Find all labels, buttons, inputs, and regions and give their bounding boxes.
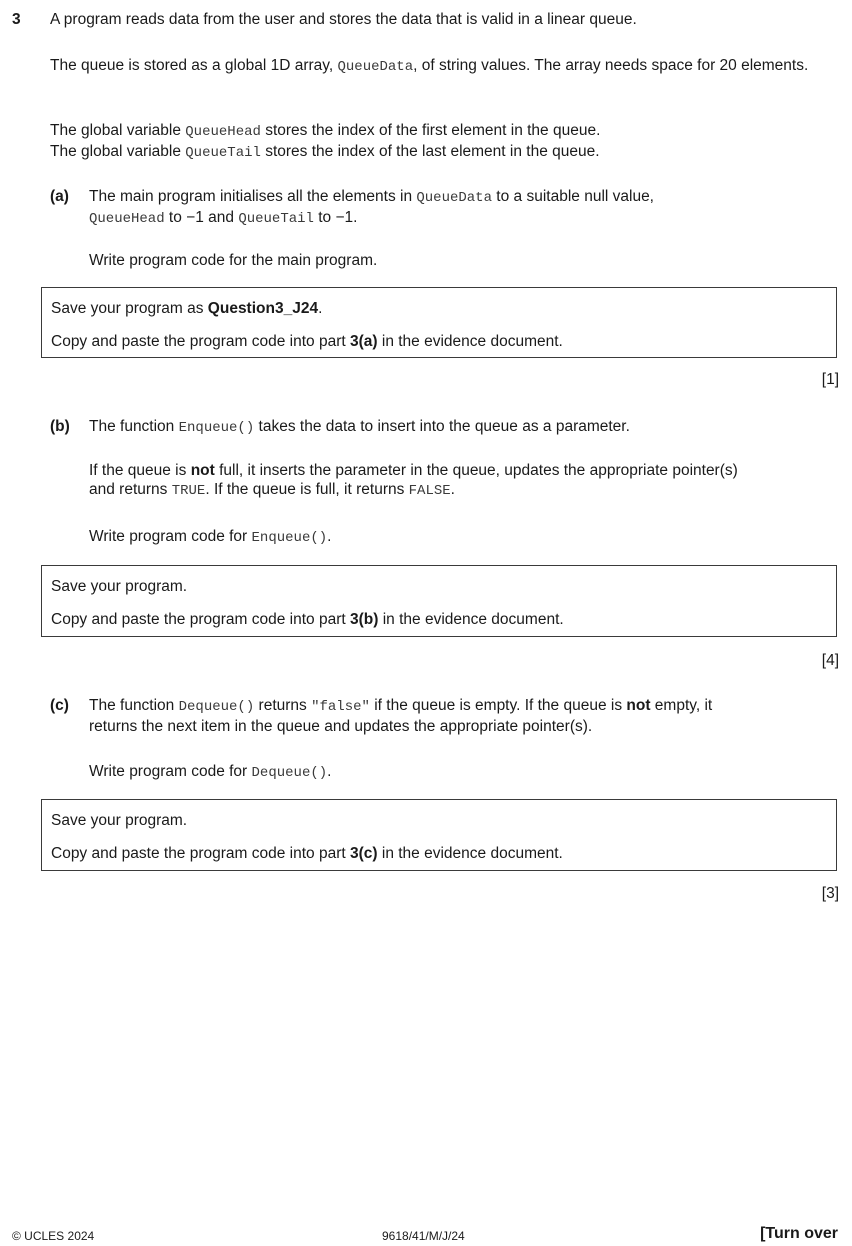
footer-paper-code: 9618/41/M/J/24 xyxy=(382,1229,465,1243)
part-a-marks: [1] xyxy=(821,371,839,388)
footer-turn-over: [Turn over xyxy=(760,1225,838,1242)
code-queuedata: QueueData xyxy=(337,59,414,75)
part-c-copy-text: Copy and paste the program code into part 3(c) in the evidence document. xyxy=(51,845,563,862)
footer-copyright: © UCLES 2024 xyxy=(12,1229,95,1243)
part-c-label: (c) xyxy=(50,697,69,714)
part-c-save-text: Save your program. xyxy=(51,812,188,829)
question-paragraph-tail: The global variable QueueTail stores the index of the last element in the queue. xyxy=(50,143,600,161)
question-paragraph-array: The queue is stored as a global 1D array, QueueData, of string values. The array needs space for 20 elements. xyxy=(50,57,809,75)
part-c-text: The function Dequeue() returns "false" if the queue is empty. If the queue is not empty, it returns the next item in the queue and updates the appropriate pointer(s). xyxy=(89,697,713,735)
part-a-answer-box xyxy=(41,287,837,358)
part-b-label: (b) xyxy=(50,418,70,435)
question-intro: A program reads data from the user and stores the data that is valid in a linear queue. xyxy=(50,11,637,28)
part-a-label: (a) xyxy=(50,188,69,205)
part-a-copy-text: Copy and paste the program code into part 3(a) in the evidence document. xyxy=(51,333,563,350)
part-b-detail: If the queue is not full, it inserts the parameter in the queue, updates the appropriate pointer(s) and returns TRUE. If the queue is full, it returns FALSE. xyxy=(89,462,738,499)
part-a-instruction: Write program code for the main program. xyxy=(89,252,378,269)
part-b-copy-text: Copy and paste the program code into part 3(b) in the evidence document. xyxy=(51,611,564,628)
part-c-answer-box xyxy=(41,799,837,871)
part-b-text: The function Enqueue() takes the data to insert into the queue as a parameter. xyxy=(89,418,630,436)
part-b-instruction: Write program code for Enqueue(). xyxy=(89,528,332,546)
part-b-marks: [4] xyxy=(821,652,839,669)
part-a-text: The main program initialises all the elements in QueueData to a suitable null value, QueueHead to −1 and QueueTail to −1. xyxy=(89,188,654,227)
code-queuehead: QueueHead xyxy=(185,124,261,140)
part-a-save-text: Save your program as Question3_J24. xyxy=(51,300,323,317)
code-queuetail: QueueTail xyxy=(185,145,261,161)
part-c-instruction: Write program code for Dequeue(). xyxy=(89,763,332,781)
question-number: 3 xyxy=(12,11,21,28)
question-paragraph-head: The global variable QueueHead stores the index of the first element in the queue. xyxy=(50,122,601,140)
part-c-marks: [3] xyxy=(821,885,839,902)
part-b-answer-box xyxy=(41,565,837,637)
part-b-save-text: Save your program. xyxy=(51,578,188,595)
